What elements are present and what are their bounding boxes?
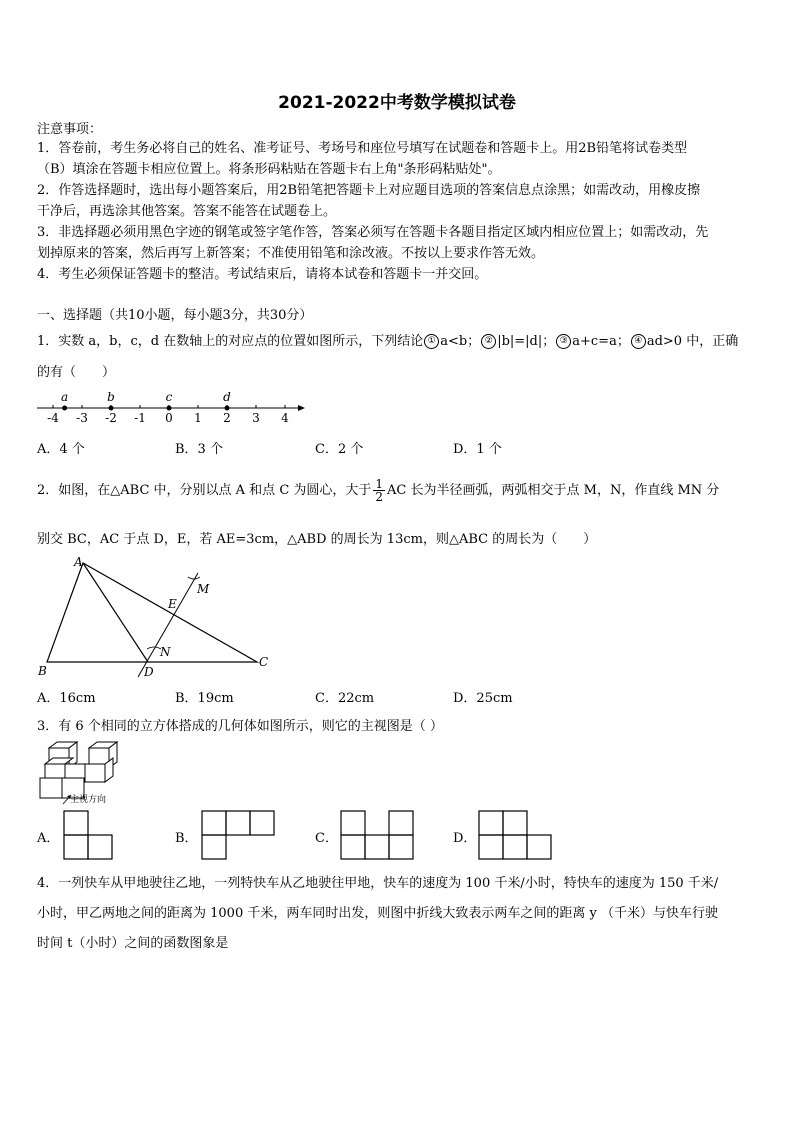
- q3-option-d-view[interactable]: [478, 810, 554, 862]
- q1-option-d[interactable]: D．1 个: [453, 442, 502, 457]
- notes-line: 干净后，再选涂其他答案。答案不能答在试题卷上。: [37, 204, 337, 219]
- q2-stem: 2．如图，在△ABC 中，分别以点 A 和点 C 为圆心，大于 $\frac{1}{2}$ AC 长为半径画弧，两弧相交于点 M，N，作直线 MN 分: [37, 477, 720, 504]
- segment-ad: [83, 563, 148, 662]
- fraction-half: $\frac{1}{2}$: [375, 477, 384, 504]
- tick-label: -1: [134, 411, 146, 425]
- label-b: B: [38, 664, 47, 678]
- q2-option-a[interactable]: A．16cm: [37, 691, 96, 706]
- q1-option-a[interactable]: A．4 个: [37, 442, 85, 457]
- section-heading: 一、选择题（共10小题，每小题3分，共30分）: [37, 308, 313, 323]
- q2-option-b[interactable]: B．19cm: [175, 691, 234, 706]
- point-label-a: a: [61, 390, 69, 404]
- notes-line: 1．答卷前，考生务必将自己的姓名、准考证号、考场号和座位号填写在试题卷和答题卡上。用2B铅笔将试卷类型: [37, 141, 688, 156]
- q4-stem-line1: 4．一列快车从甲地驶往乙地，一列特快车从乙地驶往甲地，快车的速度为 100 千米/小时，特快车的速度为 150 千米/: [37, 876, 719, 891]
- point-label-b: b: [107, 390, 115, 404]
- page-title: 2021-2022中考数学模拟试卷: [278, 93, 516, 113]
- q3-option-a-view[interactable]: [63, 810, 115, 862]
- notes-line: 4．考生必须保证答题卡的整洁。考试结束后，请将本试卷和答题卡一并交回。: [37, 267, 488, 282]
- tick-label: 2: [223, 411, 231, 425]
- notes-line: 3．非选择题必须用黑色字迹的钢笔或签字笔作答，答案必须写在答题卡各题目指定区域内相应位置上；如需改动，先: [37, 225, 709, 240]
- q2-stem-cont: 别交 BC，AC 于点 D，E，若 AE=3cm，△ABD 的周长为 13cm，则△ABC 的周长为（ ）: [37, 532, 597, 547]
- point-d: [225, 406, 230, 411]
- cube-solid-figure: [37, 738, 137, 810]
- q1-option-b[interactable]: B．3 个: [175, 442, 223, 457]
- point-a: [62, 406, 67, 411]
- tick-label: -4: [47, 411, 59, 425]
- tick-label: 3: [252, 411, 260, 425]
- q3-option-b-label[interactable]: B．: [175, 831, 198, 846]
- arc-m: [188, 577, 200, 579]
- q3-option-d-label[interactable]: D．: [453, 831, 477, 846]
- q3-stem: 3．有 6 个相同的立方体搭成的几何体如图所示，则它的主视图是（ ）: [37, 719, 443, 734]
- point-b: [109, 406, 114, 411]
- q1-stem: 1．实数 a，b，c，d 在数轴上的对应点的位置如图所示，下列结论 ① a<b； ② |b|=|d|； ③ a+c=a； ④ ad>0 中，正确: [37, 334, 739, 349]
- point-label-d: d: [223, 390, 231, 404]
- label-d: D: [144, 665, 154, 679]
- view-direction-label: 主视方向: [70, 795, 107, 805]
- notes-heading: 注意事项：: [37, 122, 103, 137]
- q1-stem-cont: 的有（ ）: [37, 365, 116, 380]
- label-e: E: [168, 597, 177, 611]
- tick-label: 1: [194, 411, 202, 425]
- label-m: M: [197, 582, 210, 596]
- point-c: [167, 406, 172, 411]
- label-a: A: [74, 555, 83, 569]
- notes-line: 2．作答选择题时，选出每小题答案后，用2B铅笔把答题卡上对应题目选项的答案信息点涂黑；如需改动，用橡皮擦: [37, 183, 701, 198]
- number-line-figure: [35, 386, 310, 426]
- point-label-c: c: [165, 390, 173, 404]
- q3-option-c-label[interactable]: C．: [315, 831, 338, 846]
- q2-option-c[interactable]: C．22cm: [315, 691, 375, 706]
- q1-option-c[interactable]: C．2 个: [315, 442, 364, 457]
- q3-option-a-label[interactable]: A．: [37, 831, 60, 846]
- notes-line: 划掉原来的答案，然后再写上新答案；不准使用铅笔和涂改液。不按以上要求作答无效。: [37, 246, 545, 261]
- q4-stem-line2: 小时，甲乙两地之间的距离为 1000 千米，两车同时出发，则图中折线大致表示两车之间的距离 y （千米）与快车行驶: [37, 906, 718, 921]
- notes-line: （B）填涂在答题卡相应位置上。将条形码粘贴在答题卡右上角"条形码粘贴处"。: [37, 162, 501, 177]
- tick-label: 4: [281, 411, 289, 425]
- tick-label: -2: [105, 411, 117, 425]
- q3-option-b-view[interactable]: [201, 810, 277, 862]
- triangle-figure: [30, 553, 280, 683]
- arrow-icon: [298, 405, 305, 411]
- label-n: N: [160, 645, 171, 659]
- q3-option-c-view[interactable]: [340, 810, 416, 862]
- tick-label: 0: [165, 411, 173, 425]
- tick-label: -3: [76, 411, 88, 425]
- q4-stem-line3: 时间 t（小时）之间的函数图象是: [37, 936, 229, 951]
- q2-option-d[interactable]: D．25cm: [453, 691, 513, 706]
- label-c: C: [259, 655, 269, 669]
